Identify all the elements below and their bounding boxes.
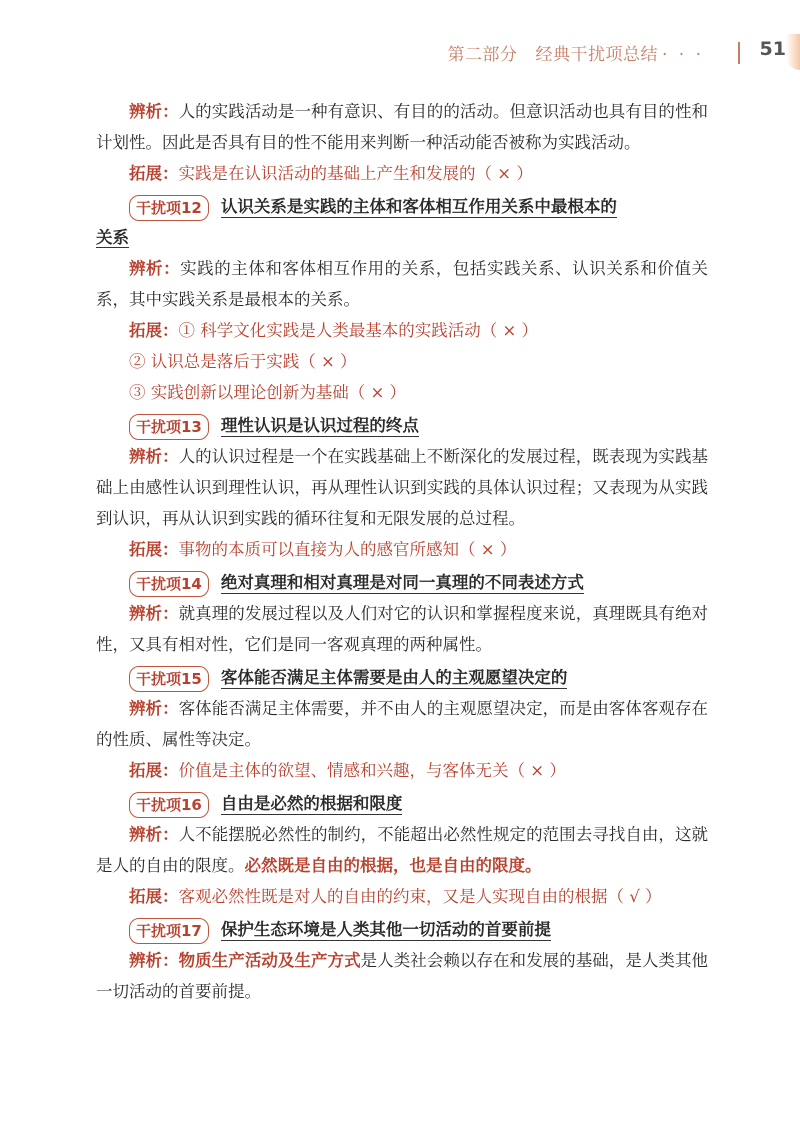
- analysis-label: 辨析：: [129, 604, 179, 623]
- page-content: [96, 96, 708, 1007]
- extension-text: ① 科学文化实践是人类最基本的实践活动（ × ）: [178, 321, 539, 340]
- extension-label: 拓展：: [129, 761, 179, 780]
- analysis-label: 辨析：: [129, 699, 179, 718]
- analysis-paragraph: [96, 819, 708, 881]
- extension-label: 拓展：: [129, 887, 179, 906]
- distractor-tag: 干扰项15: [129, 666, 209, 692]
- section-title: 经典干扰项总结: [535, 45, 658, 65]
- distractor-claim: 认识关系是实践的主体和客体相互作用关系中最根本的: [220, 197, 617, 216]
- distractor-tag: 干扰项17: [129, 918, 209, 944]
- analysis-text: 是人类社会赖以存在和发展的基础，是人类其他一切活动的首要前提。: [96, 951, 709, 1001]
- analysis-paragraph: [96, 598, 708, 660]
- distractor-claim: 客体能否满足主体需要是由人的主观愿望决定的: [220, 668, 568, 687]
- corner-decoration: [786, 34, 800, 70]
- header-dots: · · ·: [661, 45, 704, 65]
- distractor-item-15: [96, 662, 708, 693]
- analysis-text: 人不能摆脱必然性的制约，不能超出必然性规定的范围去寻找自由，这就是人的自由的限度。: [96, 825, 709, 875]
- distractor-item-12: [96, 191, 708, 222]
- extension-subitem: ② 认识总是落后于实践（ × ）: [129, 352, 357, 371]
- extension-text: 事物的本质可以直接为人的感官所感知（ × ）: [178, 540, 517, 559]
- distractor-item-14: [96, 567, 708, 598]
- distractor-claim: 绝对真理和相对真理是对同一真理的不同表述方式: [220, 573, 584, 592]
- analysis-label: 辨析：: [129, 825, 179, 844]
- analysis-text: 人的实践活动是一种有意识、有目的的活动。但意识活动也具有目的性和计划性。因此是否具有目的性不能用来判断一种活动能否被称为实践活动。: [96, 102, 709, 152]
- distractor-claim: 保护生态环境是人类其他一切活动的首要前提: [220, 920, 551, 939]
- analysis-text: 人的认识过程是一个在实践基础上不断深化的发展过程，既表现为实践基础上由感性认识到理性认识，再从理性认识到实践的具体认识过程；又表现为从实践到认识，再从认识到实践的循环往复和无限发展的总过程。: [96, 447, 709, 528]
- distractor-tag: 干扰项12: [129, 195, 209, 221]
- analysis-highlight: 物质生产活动及生产方式: [178, 951, 361, 970]
- extension-paragraph: [96, 158, 708, 189]
- extension-label: 拓展：: [129, 540, 179, 559]
- analysis-label: 辨析：: [129, 951, 179, 970]
- page-header: [0, 34, 800, 70]
- distractor-tag: 干扰项16: [129, 792, 209, 818]
- distractor-claim-continued: 关系: [96, 228, 129, 247]
- extension-paragraph: [96, 881, 708, 912]
- analysis-paragraph: [96, 96, 708, 158]
- analysis-paragraph: [96, 441, 708, 534]
- analysis-label: 辨析：: [129, 102, 179, 121]
- analysis-paragraph: [96, 693, 708, 755]
- distractor-tag: 干扰项14: [129, 571, 209, 597]
- distractor-claim: 理性认识是认识过程的终点: [220, 416, 419, 435]
- analysis-paragraph: [96, 945, 708, 1007]
- analysis-label: 辨析：: [129, 447, 179, 466]
- distractor-item-17: [96, 914, 708, 945]
- extension-paragraph: [96, 755, 708, 786]
- extension-text: 价值是主体的欲望、情感和兴趣，与客体无关（ × ）: [178, 761, 566, 780]
- running-head: [447, 40, 704, 65]
- header-divider: [738, 42, 740, 64]
- section-label: 第二部分: [447, 45, 518, 65]
- analysis-text: 客体能否满足主体需要，并不由人的主观愿望决定，而是由客体客观存在的性质、属性等决定。: [96, 699, 709, 749]
- distractor-item-13: [96, 410, 708, 441]
- extension-subitem: ③ 实践创新以理论创新为基础（ × ）: [129, 383, 407, 402]
- extension-paragraph: [96, 315, 708, 346]
- page-number: 51: [759, 38, 786, 60]
- analysis-text: 就真理的发展过程以及人们对它的认识和掌握程度来说，真理既具有绝对性，又具有相对性，它们是同一客观真理的两种属性。: [96, 604, 709, 654]
- distractor-claim: 自由是必然的根据和限度: [220, 794, 403, 813]
- distractor-item-16: [96, 788, 708, 819]
- extension-label: 拓展：: [129, 321, 179, 340]
- analysis-highlight: 必然既是自由的根据，也是自由的限度。: [244, 856, 542, 875]
- extension-paragraph: [96, 534, 708, 565]
- extension-text: 实践是在认识活动的基础上产生和发展的（ × ）: [178, 164, 533, 183]
- distractor-tag: 干扰项13: [129, 414, 209, 440]
- extension-label: 拓展：: [129, 164, 179, 183]
- analysis-paragraph: [96, 253, 708, 315]
- analysis-label: 辨析：: [129, 259, 181, 278]
- extension-text: 客观必然性既是对人的自由的约束，又是人实现自由的根据（ √ ）: [178, 887, 662, 906]
- analysis-text: 实践的主体和客体相互作用的关系，包括实践关系、认识关系和价值关系，其中实践关系是最根本的关系。: [96, 259, 709, 309]
